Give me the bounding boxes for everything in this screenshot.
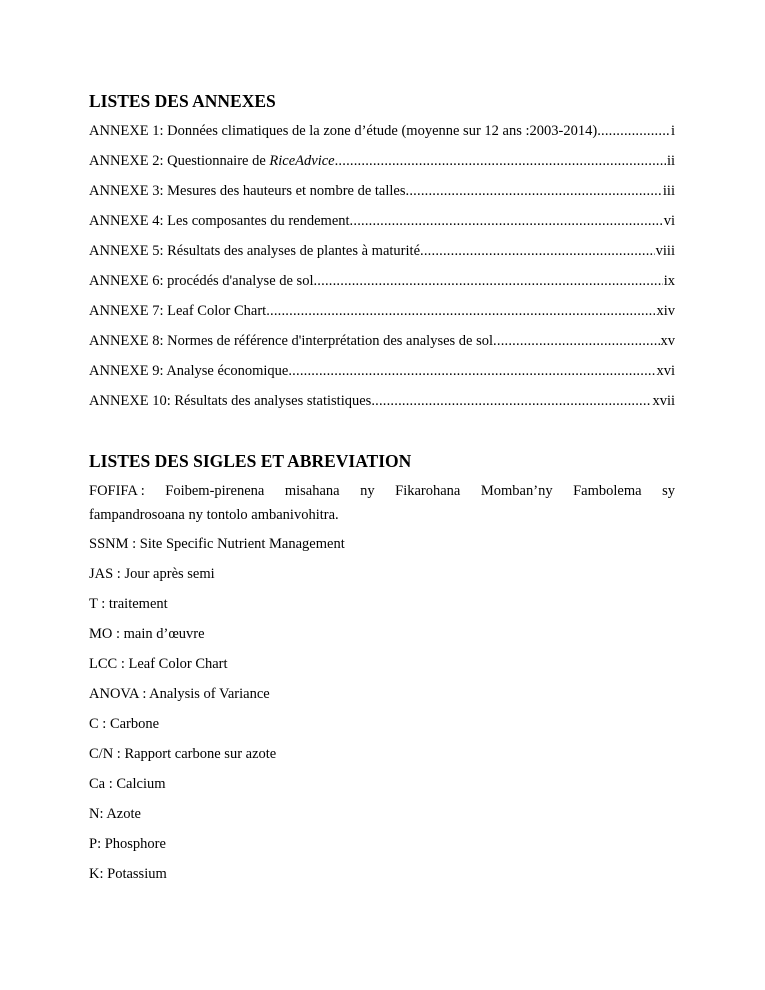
toc-page-number: vi: [663, 213, 675, 229]
toc-page-number: xiv: [656, 303, 675, 319]
toc-page-number: ii: [666, 153, 675, 169]
abbr-item: T : traitement: [89, 596, 168, 612]
dot-leader: [371, 392, 651, 410]
toc-entry-annexe-10: ANNEXE 10: Résultats des analyses statistiques ..... xvii: [89, 392, 675, 410]
toc-page-number: xv: [660, 333, 675, 349]
toc-entry-annexe-9: ANNEXE 9: Analyse économique ..... xvi: [89, 362, 675, 380]
abbr-item: N: Azote: [89, 806, 141, 822]
toc-page-number: viii: [655, 243, 675, 259]
abbr-item: SSNM : Site Specific Nutrient Management: [89, 536, 345, 552]
toc-page-number: xvii: [652, 393, 675, 409]
abbr-item: MO : main d’œuvre: [89, 626, 205, 642]
toc-entry-annexe-4: ANNEXE 4: Les composantes du rendement ..... vi: [89, 212, 675, 230]
abbr-item: ANOVA : Analysis of Variance: [89, 686, 270, 702]
dot-leader: [288, 362, 655, 380]
abbr-item: Ca : Calcium: [89, 776, 166, 792]
abbr-item: LCC : Leaf Color Chart: [89, 656, 228, 672]
annexes-heading: LISTES DES ANNEXES: [89, 91, 276, 111]
dot-leader: [493, 332, 659, 350]
abbr-item: C : Carbone: [89, 716, 160, 732]
dot-leader: [266, 302, 655, 320]
dot-leader: [597, 122, 670, 140]
toc-entry-annexe-6: ANNEXE 6: procédés d'analyse de sol ..... ix: [89, 272, 675, 290]
dot-leader: [335, 152, 666, 170]
toc-entry-annexe-8: ANNEXE 8: Normes de référence d'interprétation des analyses de sol ..... xv: [89, 332, 675, 350]
toc-page-number: iii: [662, 183, 675, 199]
abbr-fofifa-line-1: FOFIFA : Foibem-pirenena misahana ny Fikarohana Momban’ny Fambolema sy: [89, 483, 675, 499]
abbr-item: K: Potassium: [89, 866, 167, 882]
abbr-item: C/N : Rapport carbone sur azote: [89, 746, 277, 762]
toc-entry-annexe-2: ANNEXE 2: Questionnaire de RiceAdvice ..... ii: [89, 152, 675, 170]
toc-entry-annexe-3: ANNEXE 3: Mesures des hauteurs et nombre de talles ..... iii: [89, 182, 675, 200]
abbr-item: JAS : Jour après semi: [89, 566, 215, 582]
toc-page-number: ix: [663, 273, 675, 289]
sigles-heading: LISTES DES SIGLES ET ABREVIATION: [89, 451, 412, 471]
toc-page-number: xvi: [656, 363, 675, 379]
dot-leader: [350, 212, 663, 230]
abbr-fofifa: [89, 482, 675, 524]
abbr-item: P: Phosphore: [89, 836, 166, 852]
toc-entry-annexe-5: ANNEXE 5: Résultats des analyses de plantes à maturité ..... viii: [89, 242, 675, 260]
toc-page-number: i: [670, 123, 675, 139]
toc-entry-annexe-1: ANNEXE 1: Données climatiques de la zone d’étude (moyenne sur 12 ans :2003-2014) ..... i: [89, 122, 675, 140]
dot-leader: [420, 242, 655, 260]
toc-entry-annexe-7: ANNEXE 7: Leaf Color Chart ..... xiv: [89, 302, 675, 320]
dot-leader: [313, 272, 662, 290]
abbr-fofifa-line-2: fampandrosoana ny tontolo ambanivohitra.: [89, 507, 339, 523]
dot-leader: [406, 182, 662, 200]
